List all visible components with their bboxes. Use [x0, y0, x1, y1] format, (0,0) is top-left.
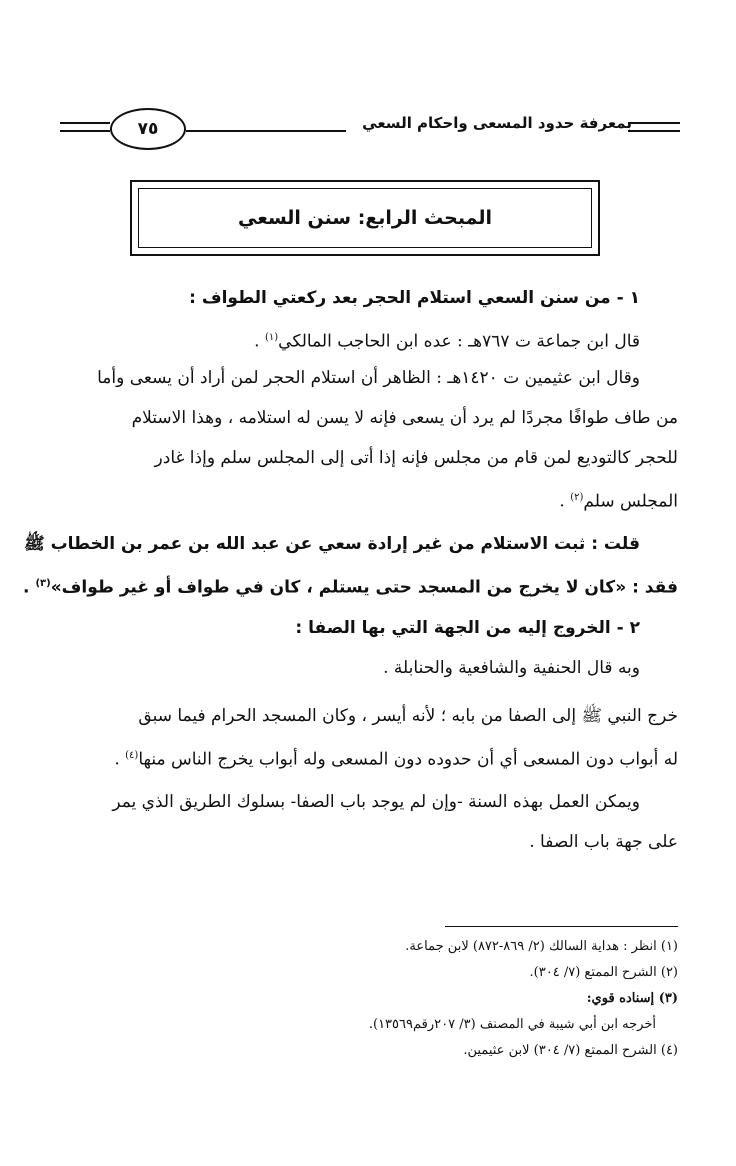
body-line-text: من طاف طوافًا مجردًا لم يرد أن يسعى فإنه لا يسن له استلامه ، وهذا الاستلام [131, 408, 678, 428]
body-line [62, 398, 678, 438]
body-line-text: للحجر كالتوديع لمن قام من مجلس فإنه إذا أتى إلى المجلس سلم وإذا غادر [154, 448, 678, 468]
header-title: بمعرفة حدود المسعى واحكام السعي [362, 114, 632, 132]
body-line-text: المجلس سلم [583, 491, 678, 512]
footnote-item: (٣) إسناده قوي: [586, 991, 678, 1006]
body-text [23, 278, 678, 862]
body-line-text: ويمكن العمل بهذه السنة -وإن لم يوجد باب الصفا- بسلوك الطريق الذي يمر [112, 792, 640, 812]
section-title-box [130, 180, 600, 256]
header-rule-left [60, 122, 110, 124]
body-line [62, 358, 678, 398]
footnote-marker[interactable]: (٣) [35, 578, 51, 589]
body-line-text: ٢ - الخروج إليه من الجهة التي بها الصفا : [295, 618, 640, 638]
body-line [62, 318, 678, 358]
body-line-tail: . [559, 491, 571, 512]
body-line-text: وبه قال الحنفية والشافعية والحنابلة . [383, 658, 640, 678]
body-line [62, 608, 678, 648]
body-line-text: فقد : «كان لا يخرج من المسجد حتى يستلم ، كان في طواف أو غير طواف» [50, 577, 678, 598]
body-line-text: له أبواب دون المسعى أي أن حدوده دون المسعى وله أبواب يخرج الناس منها [138, 749, 678, 770]
body-line-tail: . [23, 577, 36, 598]
body-line-text: وقال ابن عثيمين ت ١٤٢٠هـ : الظاهر أن استلام الحجر لمن أراد أن يسعى وأما [97, 368, 640, 388]
footnote-marker[interactable]: (٤) [125, 750, 139, 761]
body-line [62, 648, 678, 688]
body-line [62, 782, 678, 822]
footnote-item: (١) انظر : هداية السالك (٢/ ٨٦٩-٨٧٢) لابن جماعة. [405, 939, 678, 954]
footnote-item: (٤) الشرح الممتع (٧/ ٣٠٤) لابن عثيمين. [463, 1043, 678, 1058]
body-line-tail: . [114, 749, 126, 770]
page-number: ٧٥ [110, 108, 186, 150]
body-line-text: ١ - من سنن السعي استلام الحجر بعد ركعتي الطواف : [189, 288, 640, 308]
footnote-item: (٢) الشرح الممتع (٧/ ٣٠٤). [529, 965, 678, 980]
section-title-frame [138, 188, 592, 248]
header-rule-middle [186, 130, 346, 132]
body-line [62, 822, 678, 862]
footnote-item: أخرجه ابن أبي شيبة في المصنف (٣/ ٢٠٧رقم١٣٥٦٩). [368, 1017, 656, 1032]
body-line [24, 524, 678, 564]
body-line-text: على جهة باب الصفا . [529, 832, 678, 852]
footnote-marker[interactable]: (١) [264, 332, 279, 343]
header-rule-right [628, 122, 680, 124]
header-rule-left-2 [60, 130, 110, 132]
body-line [62, 696, 678, 736]
body-line-text: خرج النبي ﷺ إلى الصفا من بابه ؛ لأنه أيسر ، وكان المسجد الحرام فيما سبق [138, 706, 678, 726]
footnote-rule [445, 926, 678, 927]
body-line [23, 564, 678, 604]
body-line [62, 478, 678, 518]
section-title: المبحث الرابع: سنن السعي [238, 207, 492, 229]
running-header [60, 100, 680, 156]
body-line [62, 736, 678, 776]
footnote-marker[interactable]: (٢) [570, 492, 584, 503]
body-line-text: قال ابن جماعة ت ٧٦٧هـ : عده ابن الحاجب المالكي [278, 331, 640, 352]
header-rule-right-2 [628, 130, 680, 132]
footnotes [118, 934, 678, 1064]
body-line [62, 438, 678, 478]
body-line [62, 278, 678, 318]
body-line-tail: . [254, 331, 265, 352]
body-line-text: قلت : ثبت الاستلام من غير إرادة سعي عن عبد الله بن عمر بن الخطاب ﷺ [24, 534, 640, 554]
